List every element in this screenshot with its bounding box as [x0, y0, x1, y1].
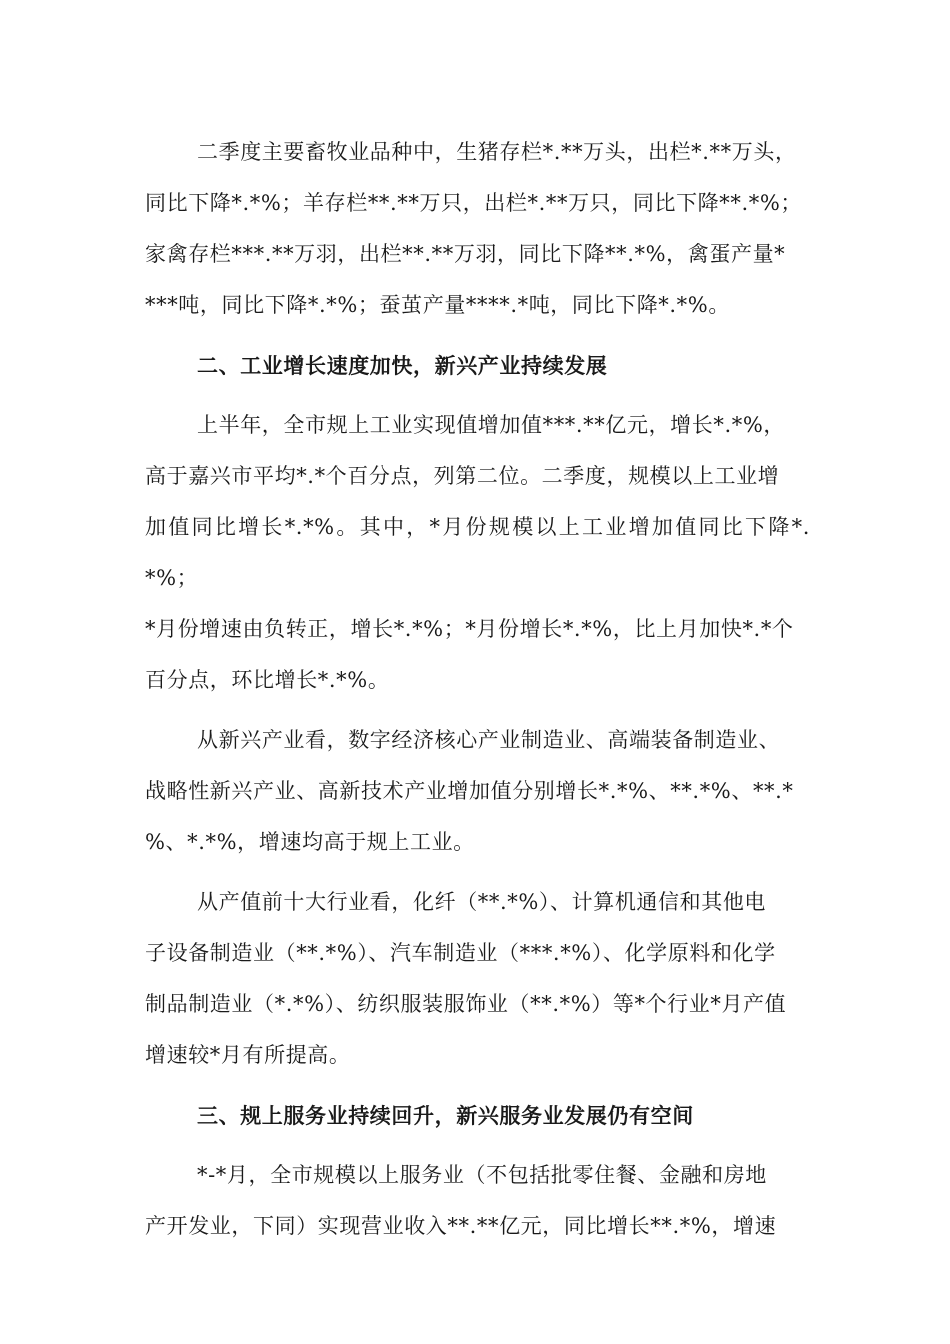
text-line: 增速较*月有所提高。: [145, 1043, 351, 1067]
text-line: 战略性新兴产业、高新技术产业增加值分别增长*.*%、**.*%、**.*: [145, 779, 794, 803]
text-line: 制品制造业（*.*%）、纺织服装服饰业（**.*%）等*个行业*月产值: [145, 992, 787, 1016]
document-body: [145, 127, 810, 1252]
text-line: *-*月，全市规模以上服务业（不包括批零住餐、金融和房地: [197, 1163, 767, 1187]
paragraph-industrial-output: [145, 400, 810, 706]
paragraph-services-revenue: [145, 1150, 810, 1252]
text-line: 从新兴产业看，数字经济核心产业制造业、高端装备制造业、: [197, 728, 781, 752]
text-line: 二季度主要畜牧业品种中，生猪存栏*.**万头，出栏*.**万头，: [197, 140, 797, 164]
text-line: ***吨，同比下降*.*%；蚕茧产量****.*吨，同比下降*.*%。: [145, 293, 730, 317]
text-line: 上半年，全市规上工业实现值增加值***.**亿元，增长*.*%，: [197, 413, 786, 437]
section-heading-industry: 二、工业增长速度加快，新兴产业持续发展: [197, 353, 608, 378]
text-line: 加值同比增长*.*%。其中，*月份规模以上工业增加值同比下降*.*%；: [145, 515, 810, 590]
text-line: 家禽存栏***.**万羽，出栏**.**万羽，同比下降**.*%，禽蛋产量*: [145, 242, 786, 266]
text-line: 高于嘉兴市平均*.*个百分点，列第二位。二季度，规模以上工业增: [145, 464, 780, 488]
text-line: *月份增速由负转正，增长*.*%；*月份增长*.*%，比上月加快*.*个: [145, 617, 794, 641]
text-line: %、*.*%，增速均高于规上工业。: [145, 830, 475, 854]
text-line: 同比下降*.*%；羊存栏**.**万只，出栏*.**万只，同比下降**.*%；: [145, 191, 803, 215]
text-line: 百分点，环比增长*.*%。: [145, 668, 390, 692]
text-line: 产开发业，下同）实现营业收入**.**亿元，同比增长**.*%，增速: [145, 1214, 777, 1238]
text-line: 子设备制造业（**.*%）、汽车制造业（***.*%）、化学原料和化学: [145, 941, 776, 965]
section-heading-services: 三、规上服务业持续回升，新兴服务业发展仍有空间: [197, 1103, 694, 1128]
paragraph-top-industries: [145, 877, 810, 1081]
paragraph-livestock: [145, 127, 810, 331]
text-line: 从产值前十大行业看，化纤（**.*%）、计算机通信和其他电: [197, 890, 767, 914]
paragraph-emerging-industries: [145, 715, 810, 868]
